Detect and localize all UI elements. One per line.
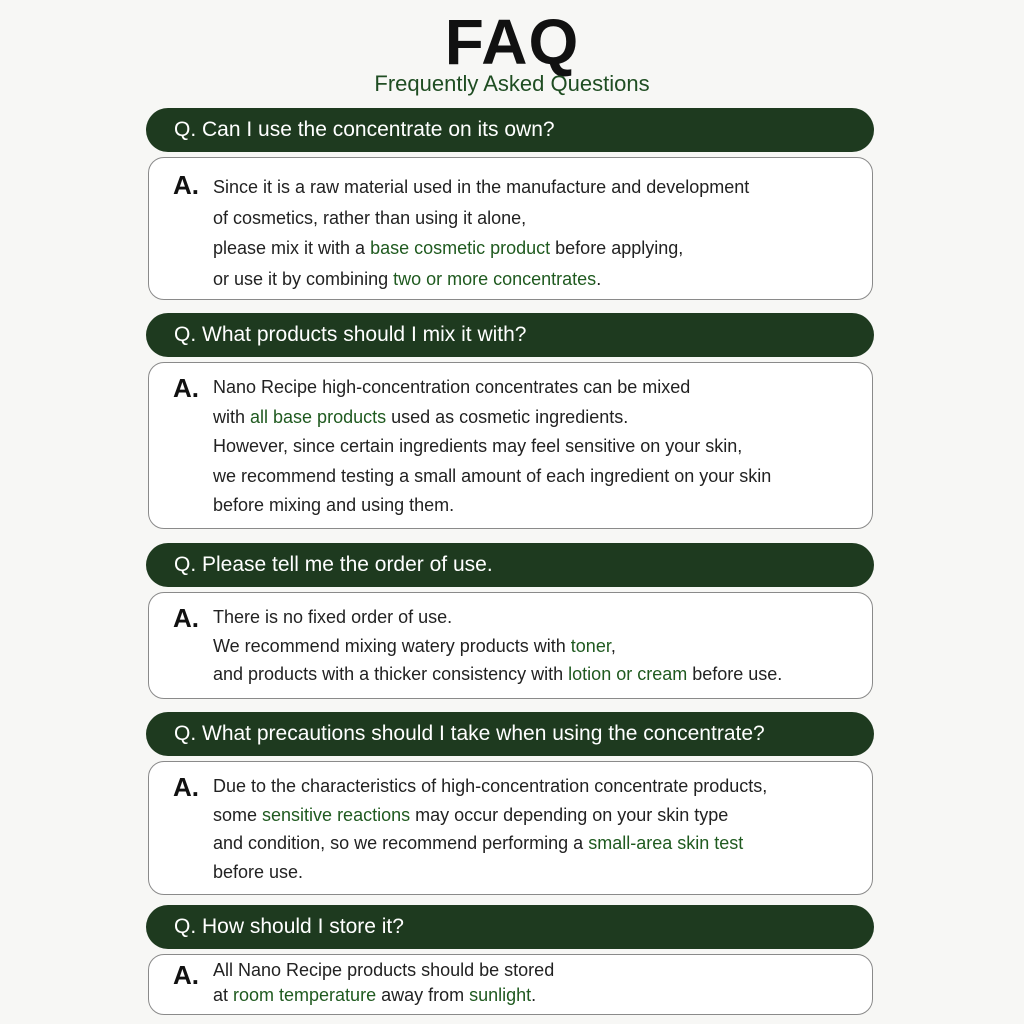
answer-text-segment: Since it is a raw material used in the manufacture and development [213,177,750,197]
answer-line [213,983,856,1008]
answer-text-segment: . [531,985,537,1005]
answer-line [213,801,856,830]
answer-text-segment: However, since certain ingredients may feel sensitive on your skin, [213,436,743,456]
answer-text-segment: of cosmetics, rather than using it alone, [213,207,527,228]
answer-line [213,432,856,462]
answer-text-segment: used as cosmetic ingredients. [386,406,629,427]
answer-text-segment: Nano Recipe high-concentration concentrates can be mixed [213,377,691,397]
answer-line [213,772,856,801]
answer-mark: A. [173,603,199,633]
answer-line [213,233,856,264]
highlighted-term: all base products [250,406,387,427]
faq-answer-text [213,373,856,521]
answer-line [213,603,856,632]
faq-answer-text [213,958,856,1008]
highlighted-term: room temperature [233,985,377,1005]
answer-line [213,958,856,983]
answer-text-segment: . [596,268,602,289]
answer-text-segment: before use. [687,664,783,684]
answer-text-segment: we recommend testing a small amount of each ingredient on your skin [213,465,772,486]
answer-text-segment: or use it by combining [213,268,394,289]
answer-line [213,203,856,234]
answer-text-segment: There is no fixed order of use. [213,607,453,627]
answer-text-segment: with [213,406,251,427]
answer-line [213,660,856,689]
faq-answer-text [213,603,856,689]
highlighted-term: toner [570,635,611,656]
faq-answer-text [213,172,856,294]
highlighted-term: small-area skin test [588,833,744,853]
highlighted-term: two or more concentrates [393,268,597,289]
answer-text-segment: before applying, [550,238,684,258]
answer-line [213,264,856,295]
answer-text-segment: and condition, so we recommend performing a [213,833,589,853]
answer-text-segment: may occur depending on your skin type [410,804,729,825]
answer-text-segment: , [610,635,616,656]
faq-question-1: Q. Can I use the concentrate on its own? [146,108,874,152]
faq-answer-box-5 [148,954,873,1015]
faq-question-4: Q. What precautions should I take when using the concentrate? [146,712,874,756]
answer-mark: A. [173,373,199,403]
answer-line [213,403,856,433]
answer-line [213,858,856,887]
answer-text-segment: Due to the characteristics of high-concentration concentrate products, [213,776,768,796]
faq-question-3: Q. Please tell me the order of use. [146,543,874,587]
answer-line [213,829,856,858]
answer-line [213,373,856,403]
faq-answer-text [213,772,856,886]
faq-question-2: Q. What products should I mix it with? [146,313,874,357]
answer-line [213,491,856,521]
answer-mark: A. [173,170,199,200]
answer-text-segment: please mix it with a [213,238,371,258]
answer-text-segment: away from [376,985,470,1005]
faq-question-5: Q. How should I store it? [146,905,874,949]
highlighted-term: base cosmetic product [370,238,551,258]
faq-answer-box-4 [148,761,873,895]
faq-answer-box-2 [148,362,873,529]
highlighted-term: lotion or cream [568,664,688,684]
answer-text-segment: All Nano Recipe products should be stored [213,960,555,980]
page-subtitle: Frequently Asked Questions [374,71,650,96]
page-title: FAQ [444,6,580,78]
answer-mark: A. [173,772,199,802]
faq-answer-box-1 [148,157,873,300]
faq-answer-box-3 [148,592,873,699]
answer-line [213,632,856,661]
highlighted-term: sunlight [469,985,532,1005]
highlighted-term: sensitive reactions [262,804,411,825]
answer-text-segment: some [213,804,263,825]
answer-line [213,172,856,203]
answer-text-segment: and products with a thicker consistency with [213,664,569,684]
answer-text-segment: before mixing and using them. [213,495,455,515]
answer-text-segment: We recommend mixing watery products with [213,635,571,656]
answer-mark: A. [173,960,199,990]
answer-line [213,462,856,492]
answer-text-segment: before use. [213,861,304,882]
answer-text-segment: at [213,985,234,1005]
